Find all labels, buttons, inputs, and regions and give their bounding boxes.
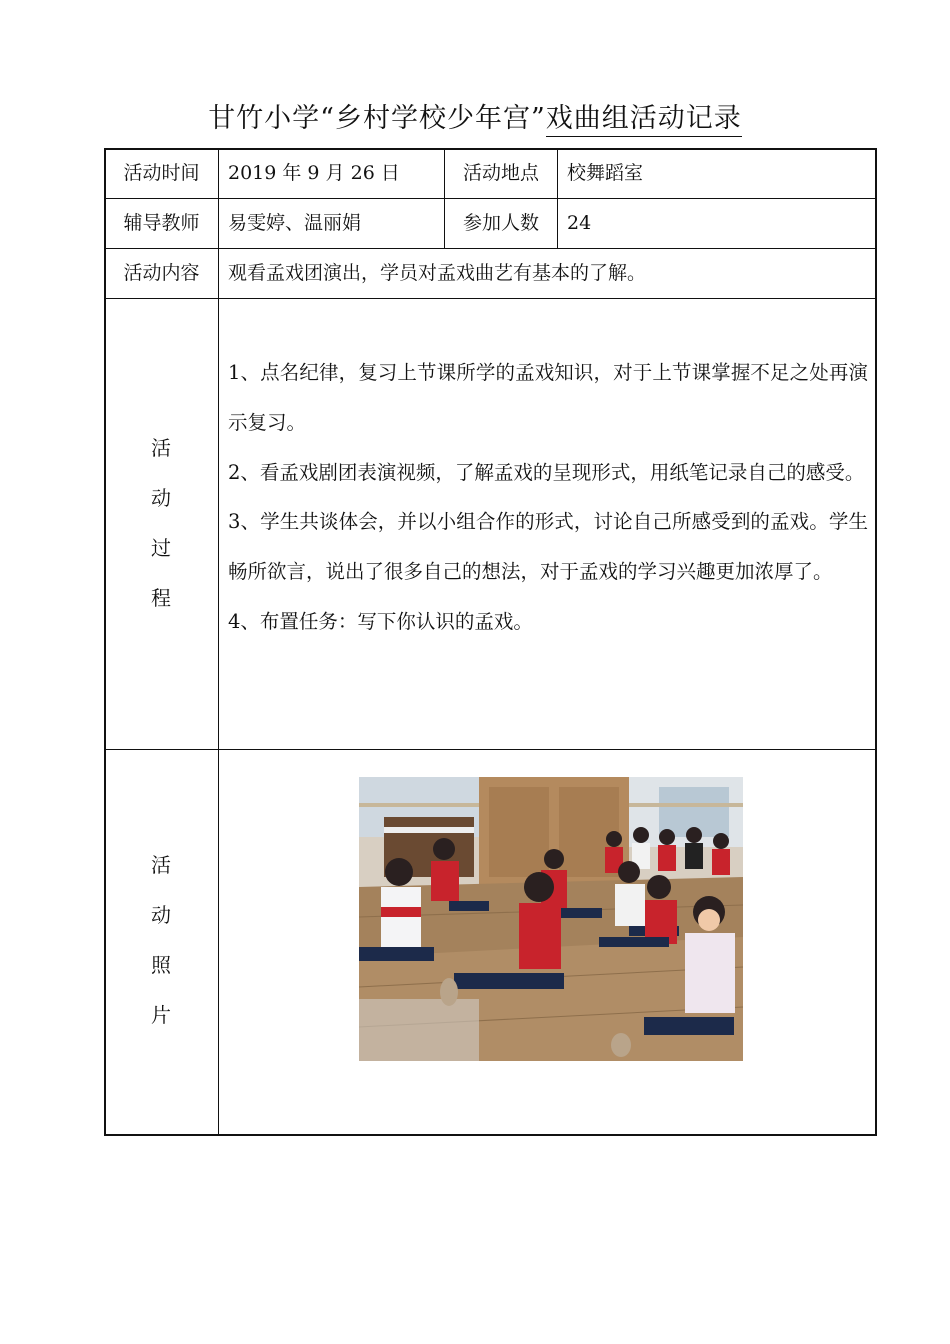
process-content	[228, 348, 868, 647]
activity-photo-illustration	[359, 777, 743, 1061]
table-rule	[557, 148, 558, 249]
process-label	[141, 423, 181, 623]
photo-label-char: 照	[151, 953, 171, 977]
place-label: 活动地点	[462, 162, 539, 184]
process-label-char: 活	[151, 436, 171, 460]
title-prefix: 甘竹小学“乡村学校少年宫”	[208, 103, 546, 134]
title-underlined: 戏曲组活动记录	[546, 103, 742, 137]
time-label: 活动时间	[123, 162, 200, 184]
photo-label	[141, 840, 181, 1040]
process-item: 3、学生共谈体会，并以小组合作的形式，讨论自己所感受到的孟戏。学生畅所欲言，说出了很多自己的想法，对于孟戏的学习兴趣更加浓厚了。	[228, 510, 868, 584]
table-rule	[218, 148, 219, 1136]
process-label-char: 动	[151, 486, 171, 510]
time-value: 2019 年 9 月 26 日	[228, 162, 400, 184]
photo-label-char: 活	[151, 853, 171, 877]
table-border-bottom	[104, 1134, 876, 1136]
teacher-label: 辅导教师	[123, 212, 200, 234]
place-value: 校舞蹈室	[567, 162, 644, 184]
content-value: 观看孟戏团演出，学员对孟戏曲艺有基本的了解。	[228, 262, 647, 284]
content-label: 活动内容	[123, 262, 200, 284]
teacher-value: 易雯婷、温丽娟	[228, 212, 362, 234]
photo-label-char: 动	[151, 903, 171, 927]
activity-photo	[359, 777, 743, 1061]
count-value: 24	[567, 212, 592, 234]
photo-label-char: 片	[151, 1003, 171, 1027]
table-border-right	[875, 148, 877, 1136]
process-item: 2、看孟戏剧团表演视频，了解孟戏的呈现形式，用纸笔记录自己的感受。	[228, 460, 865, 484]
process-label-char: 过	[151, 536, 171, 560]
table-rule	[104, 749, 876, 750]
process-item: 4、布置任务：写下你认识的孟戏。	[228, 609, 533, 633]
process-item: 1、点名纪律，复习上节课所学的孟戏知识，对于上节课掌握不足之处再演示复习。	[228, 361, 868, 434]
process-label-char: 程	[151, 586, 171, 610]
table-rule	[104, 298, 876, 299]
count-label: 参加人数	[462, 212, 539, 234]
